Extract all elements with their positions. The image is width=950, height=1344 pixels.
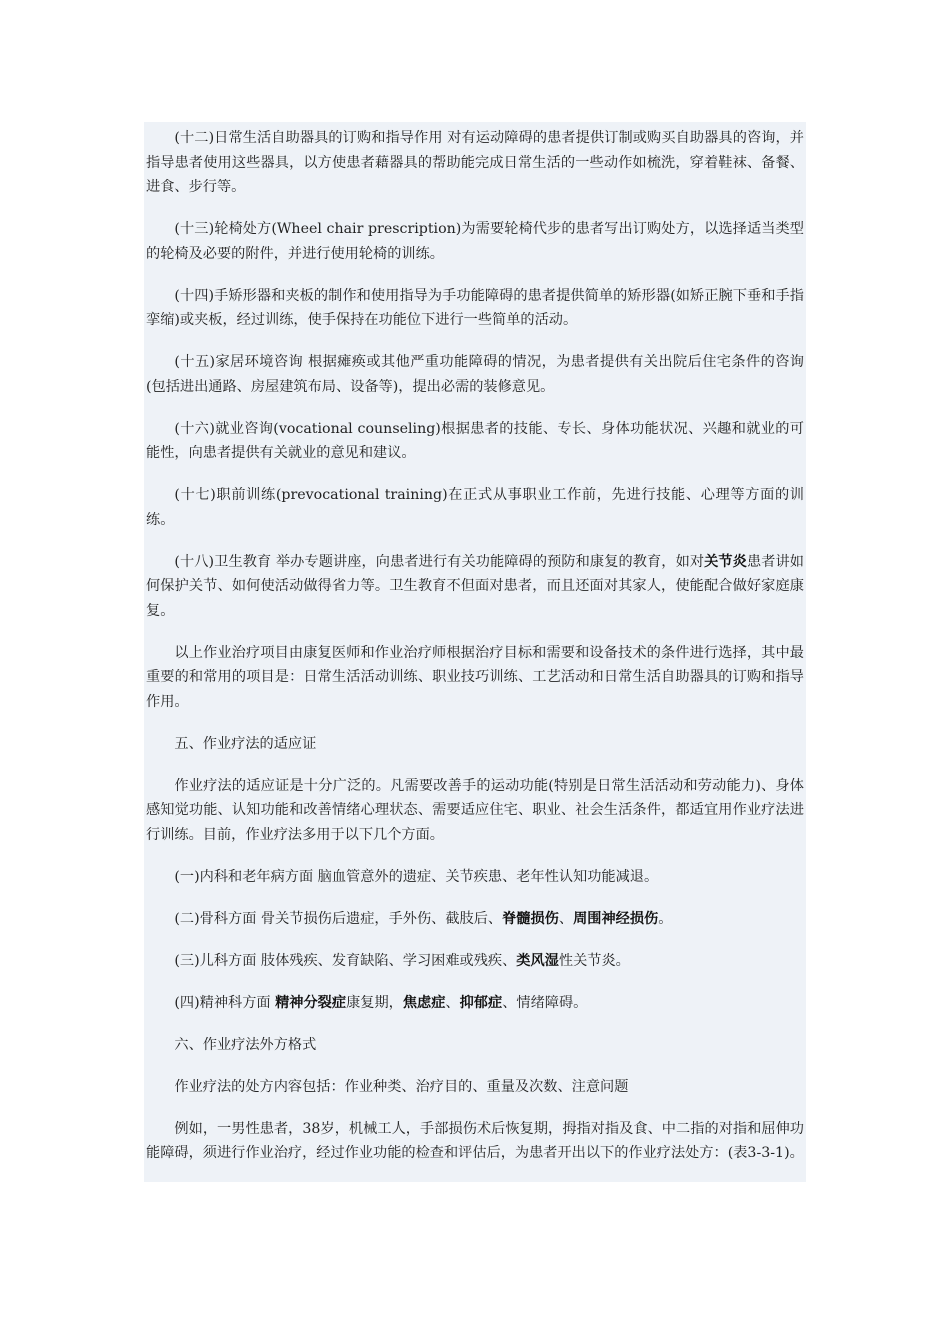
paragraph (146, 126, 804, 200)
text-segment: (十五)家居环境咨询 根据瘫痪或其他严重功能障碍的情况，为患者提供有关出院后住宅条件的咨询(包括进出通路、房屋建筑布局、设备等)，提出必需的装修意见。 (146, 354, 804, 395)
paragraph (146, 641, 804, 715)
text-segment: 。 (658, 910, 673, 927)
text-segment: 作业疗法的适应证是十分广泛的。凡需要改善手的运动功能(特别是日常生活活动和劳动能力)、身体感知觉功能、认知功能和改善情绪心理状态、需要适应住宅、职业、社会生活条件，都适宜用作业疗法进行训练。目前，作业疗法多用于以下几个方面。 (146, 777, 804, 843)
bold-term: 精神分裂症 (275, 994, 347, 1011)
paragraph (146, 907, 804, 932)
text-segment: 五、作业疗法的适应证 (174, 735, 317, 752)
text-segment: (四)精神科方面 (174, 994, 276, 1011)
text-segment: 、 (445, 994, 460, 1011)
paragraph (146, 991, 804, 1016)
bold-term: 类风湿 (516, 952, 559, 969)
text-segment: (三)儿科方面 肢体残疾、发育缺陷、学习困难或残疾、 (174, 952, 517, 969)
text-segment: (十三)轮椅处方(Wheel chair prescription)为需要轮椅代步的患者写出订购处方，以选择适当类型的轮椅及必要的附件，并进行使用轮椅的训练。 (146, 221, 804, 262)
text-segment: 六、作业疗法外方格式 (174, 1036, 317, 1053)
paragraph (146, 1075, 804, 1100)
section-heading (146, 1033, 804, 1058)
paragraph (146, 417, 804, 466)
bold-term: 抑郁症 (459, 994, 503, 1011)
text-segment: (十六)就业咨询(vocational counseling)根据患者的技能、专长、身体功能状况、兴趣和就业的可能性，向患者提供有关就业的意见和建议。 (146, 420, 804, 461)
bold-term: 焦虑症 (402, 994, 446, 1011)
paragraph (146, 865, 804, 890)
text-segment: (二)骨科方面 骨关节损伤后遗症，手外伤、截肢后、 (174, 910, 503, 927)
paragraph (146, 350, 804, 399)
paragraph (146, 483, 804, 532)
text-segment: (十七)职前训练(prevocational training)在正式从事职业工作前，先进行技能、心理等方面的训练。 (146, 487, 804, 528)
section-heading (146, 732, 804, 757)
text-segment: 性关节炎。 (558, 952, 630, 969)
text-segment: (一)内科和老年病方面 脑血管意外的遗症、关节疾患、老年性认知功能减退。 (174, 868, 659, 885)
paragraph (146, 774, 804, 848)
text-segment: 、 (558, 910, 574, 927)
text-segment: (十二)日常生活自助器具的订购和指导作用 对有运动障碍的患者提供订制或购买自助器具的咨询，并指导患者使用这些器具，以方使患者藉器具的帮助能完成日常生活的一些动作如梳洗，穿着鞋袜、备餐、进食、步行等。 (146, 130, 804, 195)
bold-term: 关节炎 (704, 553, 747, 570)
bold-term: 脊髓损伤 (502, 910, 559, 927)
paragraph (146, 284, 804, 333)
paragraph (146, 217, 804, 266)
paragraph (146, 1117, 804, 1166)
document-body (144, 122, 806, 1182)
text-segment: 作业疗法的处方内容包括：作业种类、治疗目的、重量及次数、注意问题 (174, 1078, 629, 1095)
text-segment: (十四)手矫形器和夹板的制作和使用指导为手功能障碍的患者提供简单的矫形器(如矫正腕下垂和手指挛缩)或夹板，经过训练，使手保持在功能位下进行一些简单的活动。 (146, 287, 804, 328)
paragraph (146, 550, 804, 624)
text-segment: 康复期， (346, 994, 403, 1011)
text-segment: 例如，一男性患者，38岁，机械工人，手部损伤术后恢复期，拇指对指及食、中二指的对指和屈伸功能障碍，须进行作业治疗，经过作业功能的检查和评估后，为患者开出以下的作业疗法处方：(表3-3-1)。 (146, 1120, 804, 1161)
bold-term: 周围神经损伤 (573, 910, 659, 927)
paragraph (146, 949, 804, 974)
text-segment: 患者讲如何保护关节、如何使活动做得省力等。卫生教育不但面对患者，而且还面对其家人，使能配合做好家庭康复。 (146, 553, 804, 619)
text-segment: 、情绪障碍。 (502, 994, 588, 1011)
text-segment: 以上作业治疗项目由康复医师和作业治疗师根据治疗目标和需要和设备技术的条件进行选择，其中最重要的和常用的项目是：日常生活活动训练、职业技巧训练、工艺活动和日常生活自助器具的订购和指导作用。 (146, 644, 804, 710)
text-segment: (十八)卫生教育 举办专题讲座，向患者进行有关功能障碍的预防和康复的教育，如对 (174, 553, 705, 570)
